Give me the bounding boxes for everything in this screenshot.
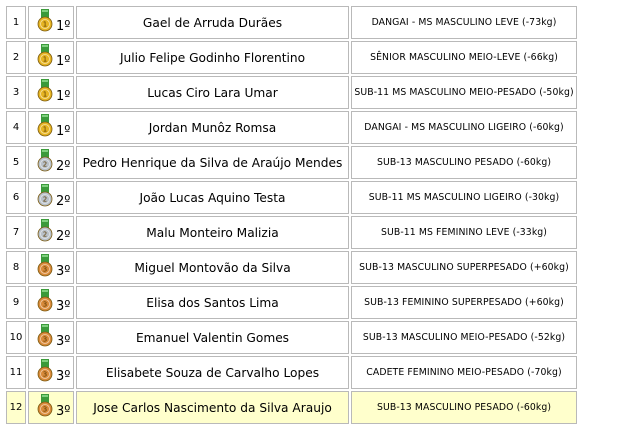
- row-index: 7: [6, 216, 26, 249]
- svg-text:3: 3: [42, 265, 48, 274]
- place-label: 1º: [56, 19, 71, 34]
- table-row: [6, 251, 577, 284]
- athlete-name: Pedro Henrique da Silva de Araújo Mendes: [76, 146, 349, 179]
- bronze-medal-icon: [37, 289, 53, 313]
- svg-text:1: 1: [42, 55, 48, 64]
- medal-cell: [28, 286, 74, 319]
- row-index: 4: [6, 111, 26, 144]
- athlete-name: Julio Felipe Godinho Florentino: [76, 41, 349, 74]
- place-label: 2º: [56, 229, 71, 244]
- table-row: [6, 6, 577, 39]
- place-label: 1º: [56, 54, 71, 69]
- bronze-medal-icon: [37, 324, 53, 348]
- medal-cell: [28, 6, 74, 39]
- table-row: [6, 216, 577, 249]
- gold-medal-icon: [37, 44, 53, 68]
- svg-text:3: 3: [42, 370, 48, 379]
- athlete-name: Malu Monteiro Malizia: [76, 216, 349, 249]
- medal-cell: [28, 111, 74, 144]
- place-label: 3º: [56, 299, 71, 314]
- row-index: 9: [6, 286, 26, 319]
- medal-cell: [28, 216, 74, 249]
- gold-medal-icon: [37, 114, 53, 138]
- category-label: CADETE FEMININO MEIO-PESADO (-70kg): [351, 356, 577, 389]
- athlete-name: Emanuel Valentin Gomes: [76, 321, 349, 354]
- place-label: 1º: [56, 89, 71, 104]
- category-label: SUB-11 MS MASCULINO MEIO-PESADO (-50kg): [351, 76, 577, 109]
- svg-text:3: 3: [42, 405, 48, 414]
- silver-medal-icon: [37, 149, 53, 173]
- bronze-medal-icon: [37, 254, 53, 278]
- row-index: 10: [6, 321, 26, 354]
- row-index: 11: [6, 356, 26, 389]
- medal-cell: [28, 321, 74, 354]
- row-index: 3: [6, 76, 26, 109]
- athlete-name: João Lucas Aquino Testa: [76, 181, 349, 214]
- svg-text:1: 1: [42, 20, 48, 29]
- category-label: DANGAI - MS MASCULINO LIGEIRO (-60kg): [351, 111, 577, 144]
- medal-cell: [28, 181, 74, 214]
- table-row: [6, 111, 577, 144]
- category-label: SUB-13 FEMININO SUPERPESADO (+60kg): [351, 286, 577, 319]
- table-row: [6, 76, 577, 109]
- category-label: SÊNIOR MASCULINO MEIO-LEVE (-66kg): [351, 41, 577, 74]
- bronze-medal-icon: [37, 394, 53, 418]
- row-index: 1: [6, 6, 26, 39]
- category-label: SUB-13 MASCULINO PESADO (-60kg): [351, 146, 577, 179]
- category-label: SUB-11 MS MASCULINO LIGEIRO (-30kg): [351, 181, 577, 214]
- svg-text:2: 2: [42, 195, 48, 204]
- silver-medal-icon: [37, 219, 53, 243]
- svg-text:1: 1: [42, 90, 48, 99]
- svg-text:3: 3: [42, 335, 48, 344]
- athlete-name: Jose Carlos Nascimento da Silva Araujo: [76, 391, 349, 424]
- svg-text:3: 3: [42, 300, 48, 309]
- place-label: 1º: [56, 124, 71, 139]
- row-index: 2: [6, 41, 26, 74]
- gold-medal-icon: [37, 9, 53, 33]
- category-label: SUB-13 MASCULINO SUPERPESADO (+60kg): [351, 251, 577, 284]
- place-label: 3º: [56, 404, 71, 419]
- row-index: 6: [6, 181, 26, 214]
- row-index: 8: [6, 251, 26, 284]
- row-index: 12: [6, 391, 26, 424]
- bronze-medal-icon: [37, 359, 53, 383]
- table-row: [6, 321, 577, 354]
- table-row: [6, 41, 577, 74]
- place-label: 3º: [56, 334, 71, 349]
- medal-cell: [28, 41, 74, 74]
- results-table: [4, 4, 579, 426]
- place-label: 2º: [56, 194, 71, 209]
- silver-medal-icon: [37, 184, 53, 208]
- table-row: [6, 286, 577, 319]
- row-index: 5: [6, 146, 26, 179]
- medal-cell: [28, 146, 74, 179]
- table-row: [6, 356, 577, 389]
- athlete-name: Lucas Ciro Lara Umar: [76, 76, 349, 109]
- category-label: SUB-13 MASCULINO PESADO (-60kg): [351, 391, 577, 424]
- place-label: 3º: [56, 264, 71, 279]
- place-label: 2º: [56, 159, 71, 174]
- category-label: DANGAI - MS MASCULINO LEVE (-73kg): [351, 6, 577, 39]
- athlete-name: Gael de Arruda Durães: [76, 6, 349, 39]
- medal-cell: [28, 251, 74, 284]
- svg-text:2: 2: [42, 160, 48, 169]
- medal-cell: [28, 391, 74, 424]
- athlete-name: Elisabete Souza de Carvalho Lopes: [76, 356, 349, 389]
- athlete-name: Jordan Munôz Romsa: [76, 111, 349, 144]
- medal-cell: [28, 76, 74, 109]
- medal-cell: [28, 356, 74, 389]
- gold-medal-icon: [37, 79, 53, 103]
- place-label: 3º: [56, 369, 71, 384]
- table-row: [6, 146, 577, 179]
- athlete-name: Miguel Montovão da Silva: [76, 251, 349, 284]
- svg-text:2: 2: [42, 230, 48, 239]
- table-row: [6, 181, 577, 214]
- category-label: SUB-13 MASCULINO MEIO-PESADO (-52kg): [351, 321, 577, 354]
- svg-text:1: 1: [42, 125, 48, 134]
- category-label: SUB-11 MS FEMININO LEVE (-33kg): [351, 216, 577, 249]
- table-row: [6, 391, 577, 424]
- athlete-name: Elisa dos Santos Lima: [76, 286, 349, 319]
